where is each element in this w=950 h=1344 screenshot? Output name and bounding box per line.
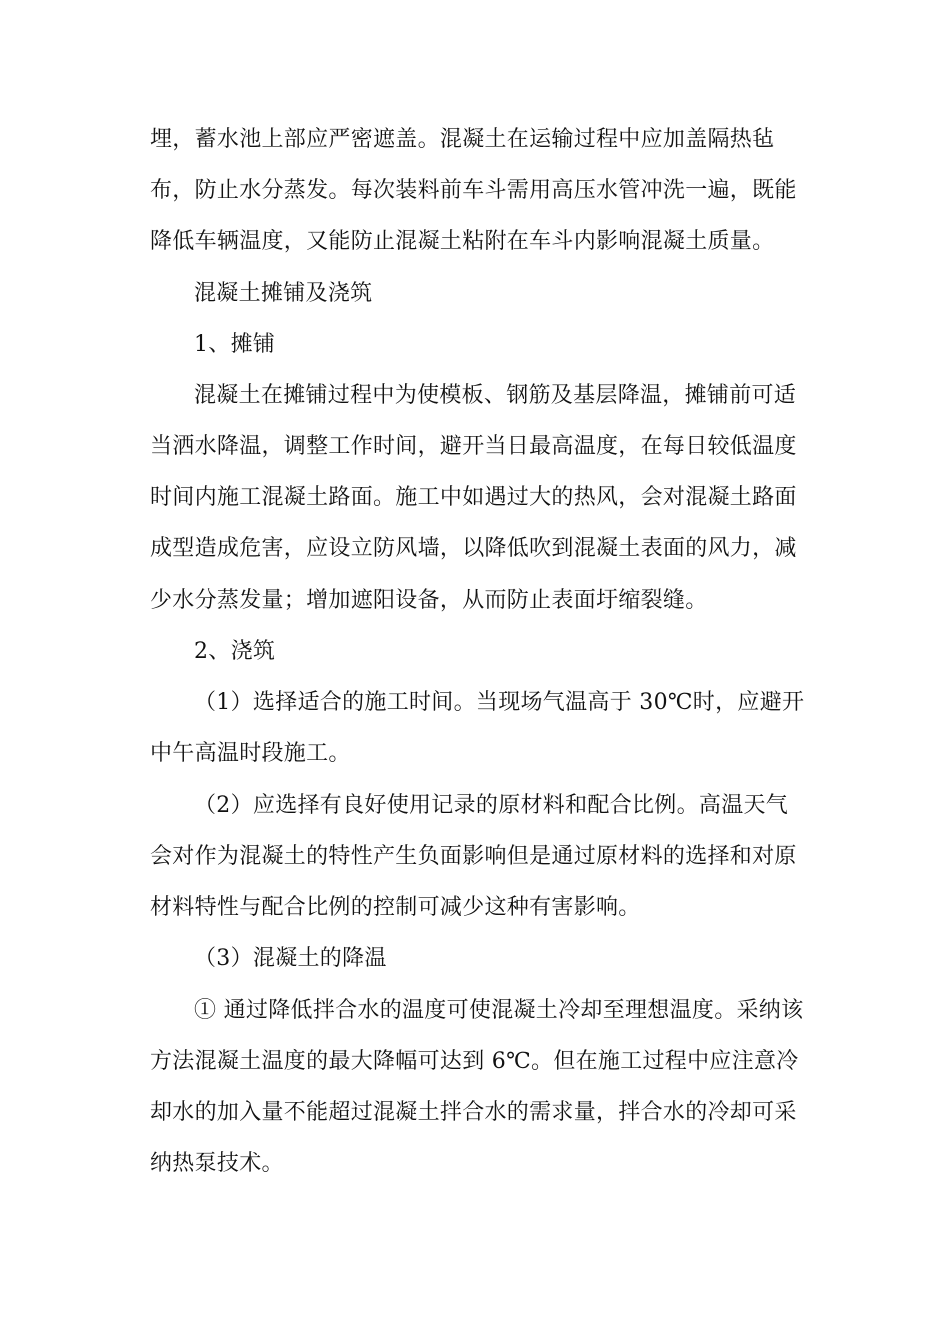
paragraph-line: ① 通过降低拌合水的温度可使混凝土冷却至理想温度。采纳该 (194, 998, 804, 1023)
paragraph-line: 方法混凝土温度的最大降幅可达到 6℃。但在施工过程中应注意冷 (150, 1049, 799, 1074)
paragraph-line: 混凝土在摊铺过程中为使模板、钢筋及基层降温，摊铺前可适 (194, 383, 797, 408)
paragraph-line: 埋，蓄水池上部应严密遮盖。混凝土在运输过程中应加盖隔热毡 (150, 127, 775, 152)
paragraph-line: 少水分蒸发量；增加遮阳设备，从而防止表面圩缩裂缝。 (150, 588, 708, 613)
paragraph-line: 布，防止水分蒸发。每次装料前车斗需用高压水管冲洗一遍，既能 (150, 178, 797, 203)
paragraph-line: 中午高温时段施工。 (150, 741, 351, 766)
paragraph-line: 会对作为混凝土的特性产生负面影响但是通过原材料的选择和对原 (150, 844, 797, 869)
paragraph-line: 纳热泵技术。 (150, 1151, 284, 1176)
paragraph-line: 却水的加入量不能超过混凝土拌合水的需求量，拌合水的冷却可采 (150, 1100, 797, 1125)
paragraph-line: 当洒水降温，调整工作时间，避开当日最高温度，在每日较低温度 (150, 434, 797, 459)
paragraph-line: 成型造成危害，应设立防风墙，以降低吹到混凝土表面的风力，减 (150, 536, 797, 561)
subsection-heading: 1、摊铺 (194, 332, 276, 357)
section-heading: 混凝土摊铺及浇筑 (194, 281, 373, 306)
paragraph-line: 材料特性与配合比例的控制可减少这种有害影响。 (150, 895, 641, 920)
paragraph-line: 时间内施工混凝土路面。施工中如遇过大的热风，会对混凝土路面 (150, 485, 797, 510)
paragraph-line: （1）选择适合的施工时间。当现场气温高于 30℃时，应避开 (194, 690, 805, 715)
paragraph-line: 降低车辆温度，又能防止混凝土粘附在车斗内影响混凝土质量。 (150, 229, 775, 254)
paragraph-line: （2）应选择有良好使用记录的原材料和配合比例。高温天气 (194, 793, 789, 818)
item-heading: （3）混凝土的降温 (194, 946, 387, 971)
subsection-heading: 2、浇筑 (194, 639, 276, 664)
